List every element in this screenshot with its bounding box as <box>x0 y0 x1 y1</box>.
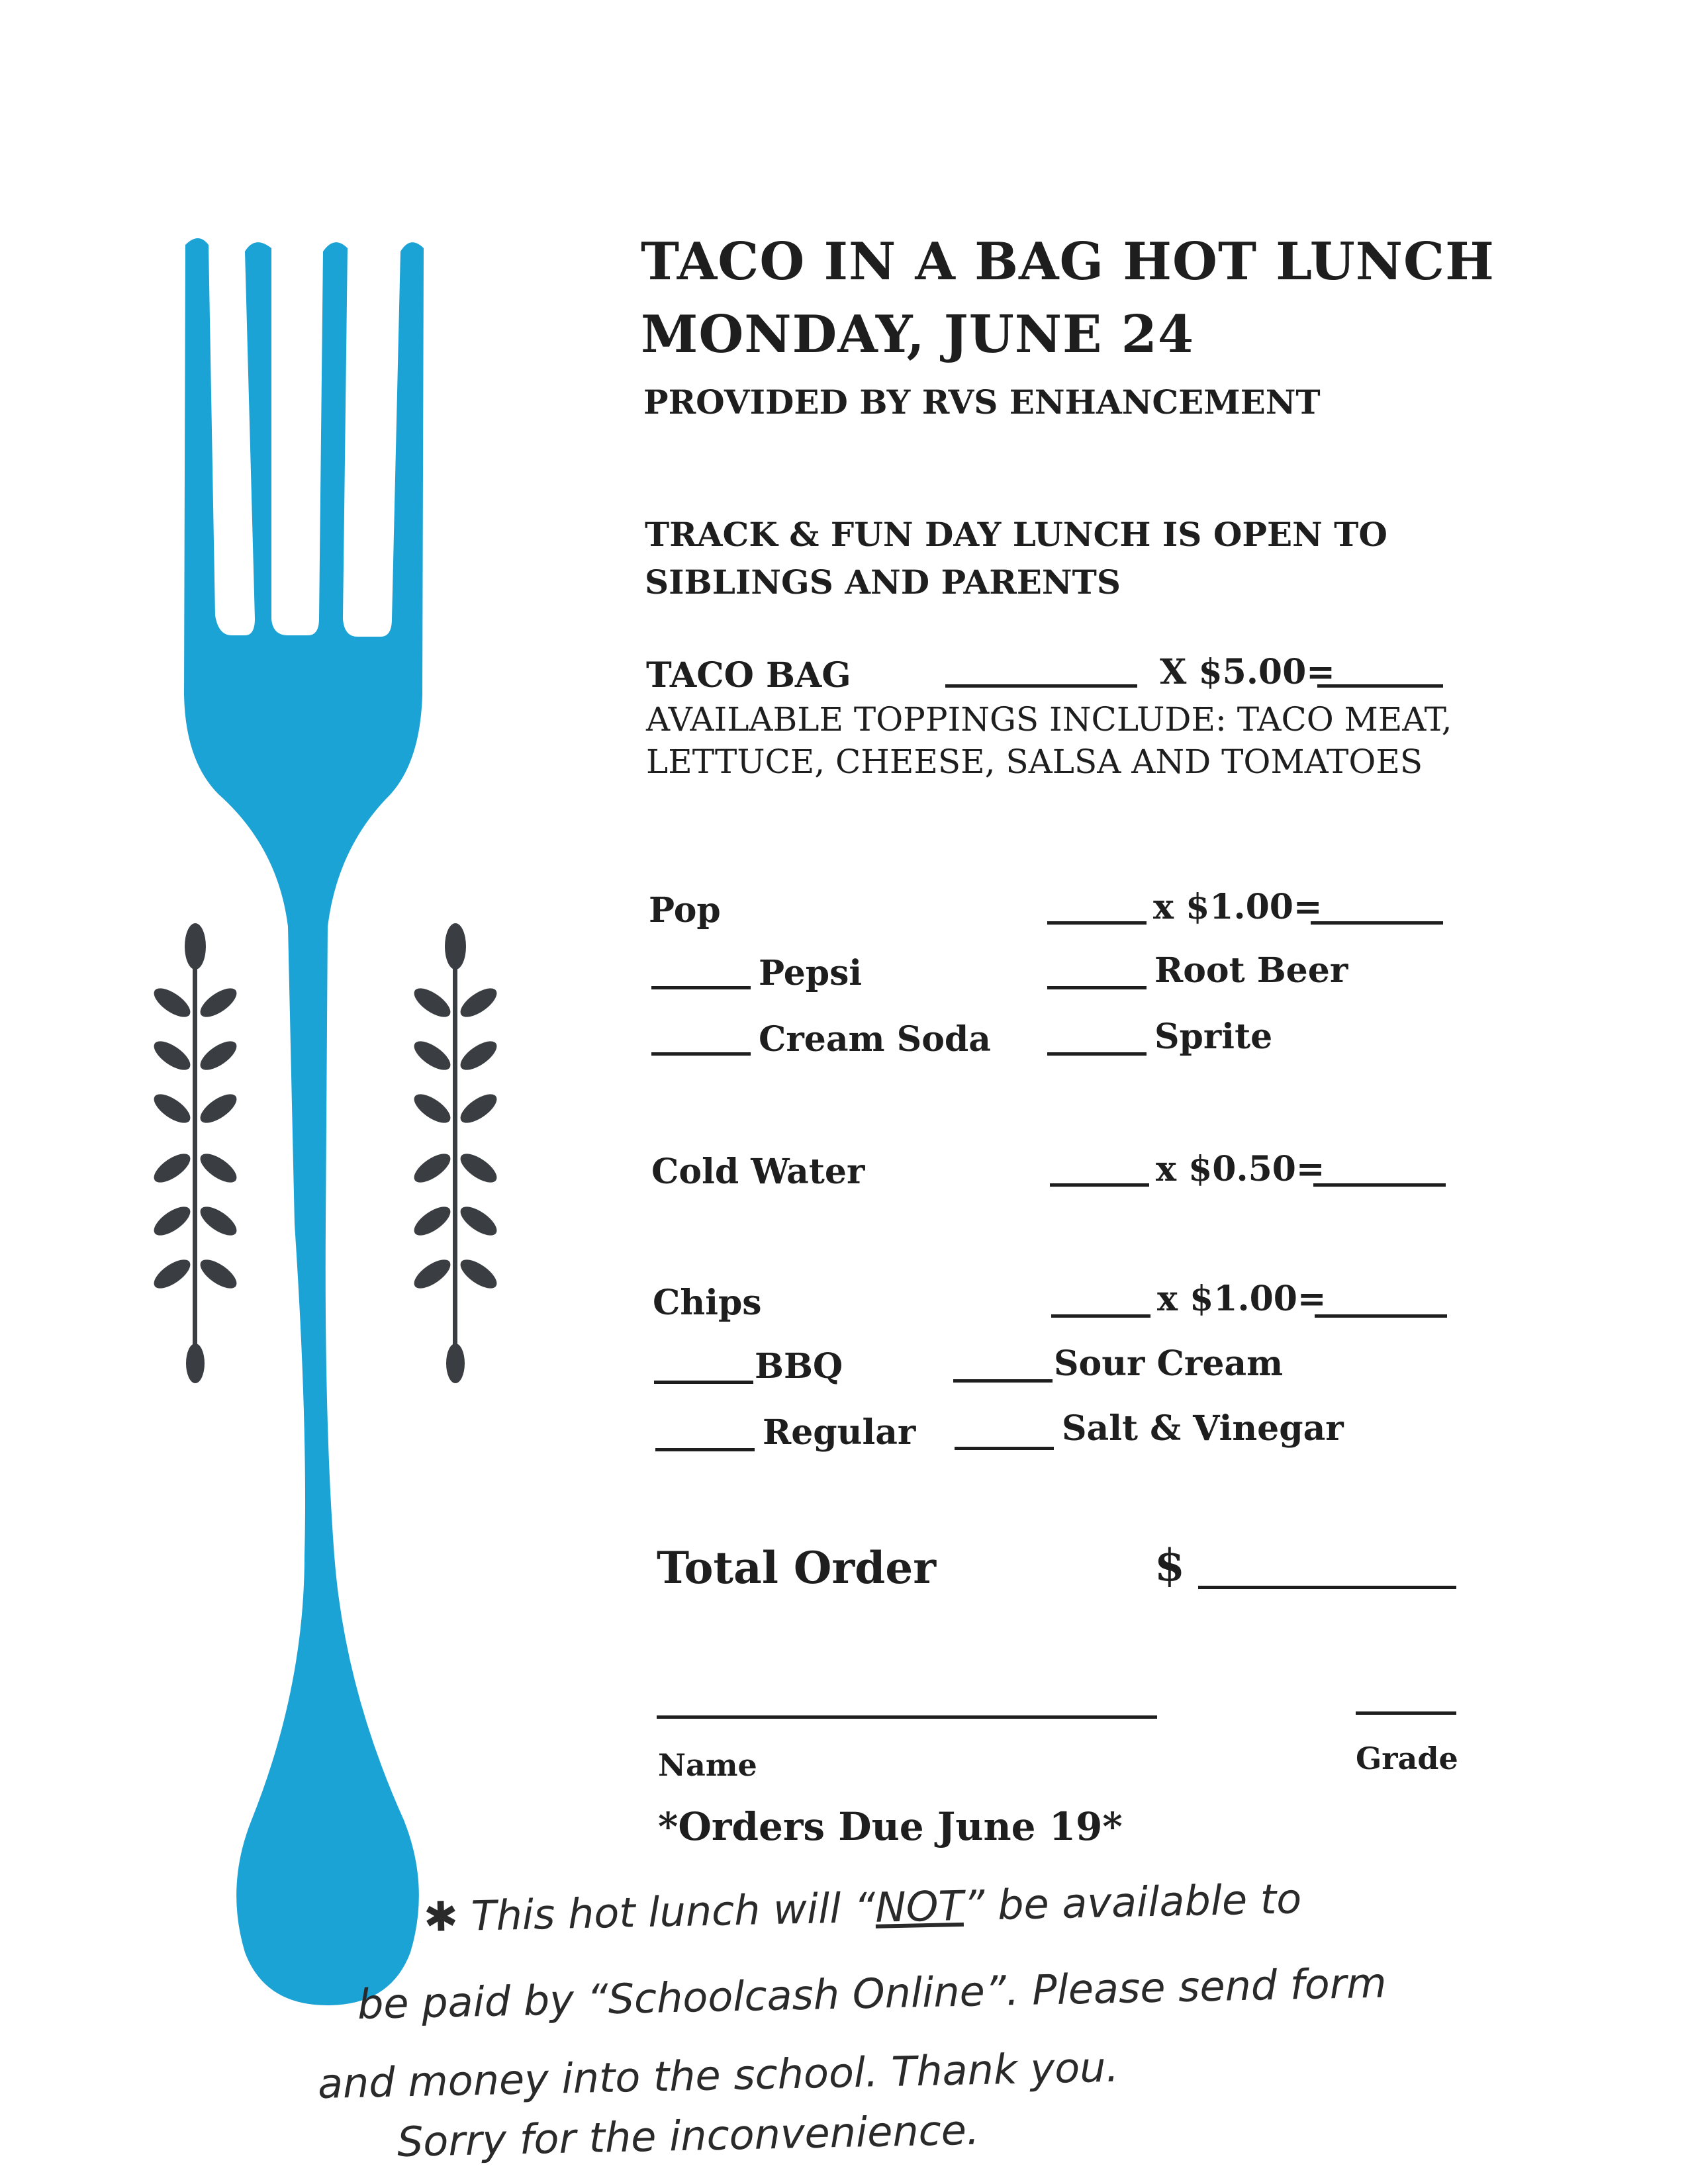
title-line-1: TACO IN A BAG HOT LUNCH <box>641 232 1495 292</box>
cream-soda-label: Cream Soda <box>759 1019 991 1060</box>
taco-bag-quantity-field[interactable] <box>945 684 1137 688</box>
provided-by: PROVIDED BY RVS ENHANCEMENT <box>643 383 1321 422</box>
cold-water-quantity-field[interactable] <box>1050 1183 1149 1187</box>
name-label: Name <box>658 1747 757 1783</box>
grade-label: Grade <box>1356 1741 1458 1776</box>
intro-line-1: TRACK & FUN DAY LUNCH IS OPEN TO <box>645 515 1387 554</box>
cold-water-subtotal-field[interactable] <box>1313 1183 1446 1187</box>
handwritten-note-line-2: be paid by “Schoolcash Online”. Please send form <box>357 1958 1387 2028</box>
chips-price: x $1.00= <box>1157 1279 1327 1319</box>
cold-water-price: x $0.50= <box>1156 1149 1325 1189</box>
regular-quantity-field[interactable] <box>655 1448 755 1451</box>
total-order-field[interactable] <box>1198 1586 1456 1589</box>
sour-cream-quantity-field[interactable] <box>953 1379 1053 1383</box>
taco-bag-label: TACO BAG <box>646 655 851 696</box>
orders-due: *Orders Due June 19* <box>658 1804 1123 1849</box>
leaf-sprig-left-icon <box>149 923 242 1387</box>
not-emphasis: NOT <box>874 1881 964 1932</box>
pop-subtotal-field[interactable] <box>1311 921 1443 925</box>
sprite-label: Sprite <box>1154 1017 1273 1057</box>
bbq-label: BBQ <box>755 1346 843 1387</box>
pepsi-label: Pepsi <box>759 953 863 993</box>
chips-label: Chips <box>653 1283 762 1323</box>
sprite-quantity-field[interactable] <box>1047 1052 1147 1056</box>
total-currency: $ <box>1154 1539 1185 1591</box>
handwritten-note-line-1: ✱ This hot lunch will “NOT” be available to <box>423 1874 1302 1941</box>
bbq-quantity-field[interactable] <box>654 1381 753 1384</box>
salt-vinegar-quantity-field[interactable] <box>955 1447 1054 1450</box>
regular-label: Regular <box>763 1412 916 1453</box>
handwritten-note-line-4: Sorry for the inconvenience. <box>397 2105 980 2166</box>
leaf-sprig-right-icon <box>409 923 502 1387</box>
total-order-label: Total Order <box>657 1542 937 1594</box>
grade-field[interactable] <box>1356 1711 1456 1715</box>
cold-water-label: Cold Water <box>651 1152 865 1192</box>
pepsi-quantity-field[interactable] <box>651 986 751 989</box>
intro-line-2: SIBLINGS AND PARENTS <box>645 563 1121 602</box>
pop-quantity-field[interactable] <box>1047 921 1147 925</box>
chips-quantity-field[interactable] <box>1051 1314 1150 1318</box>
sour-cream-label: Sour Cream <box>1054 1343 1284 1384</box>
root-beer-label: Root Beer <box>1154 950 1348 991</box>
taco-bag-subtotal-field[interactable] <box>1317 684 1443 688</box>
root-beer-quantity-field[interactable] <box>1047 986 1147 989</box>
cream-soda-quantity-field[interactable] <box>651 1052 751 1056</box>
toppings-line-1: AVAILABLE TOPPINGS INCLUDE: TACO MEAT, <box>646 700 1452 739</box>
salt-vinegar-label: Salt & Vinegar <box>1062 1408 1344 1449</box>
taco-bag-price: X $5.00= <box>1160 652 1335 692</box>
chips-subtotal-field[interactable] <box>1315 1314 1447 1318</box>
toppings-line-2: LETTUCE, CHEESE, SALSA AND TOMATOES <box>646 743 1423 781</box>
pop-label: Pop <box>649 890 721 931</box>
title-line-2: MONDAY, JUNE 24 <box>641 304 1195 365</box>
name-field[interactable] <box>657 1715 1157 1719</box>
pop-price: x $1.00= <box>1153 887 1323 927</box>
handwritten-note-line-3: and money into the school. Thank you. <box>317 2042 1119 2108</box>
